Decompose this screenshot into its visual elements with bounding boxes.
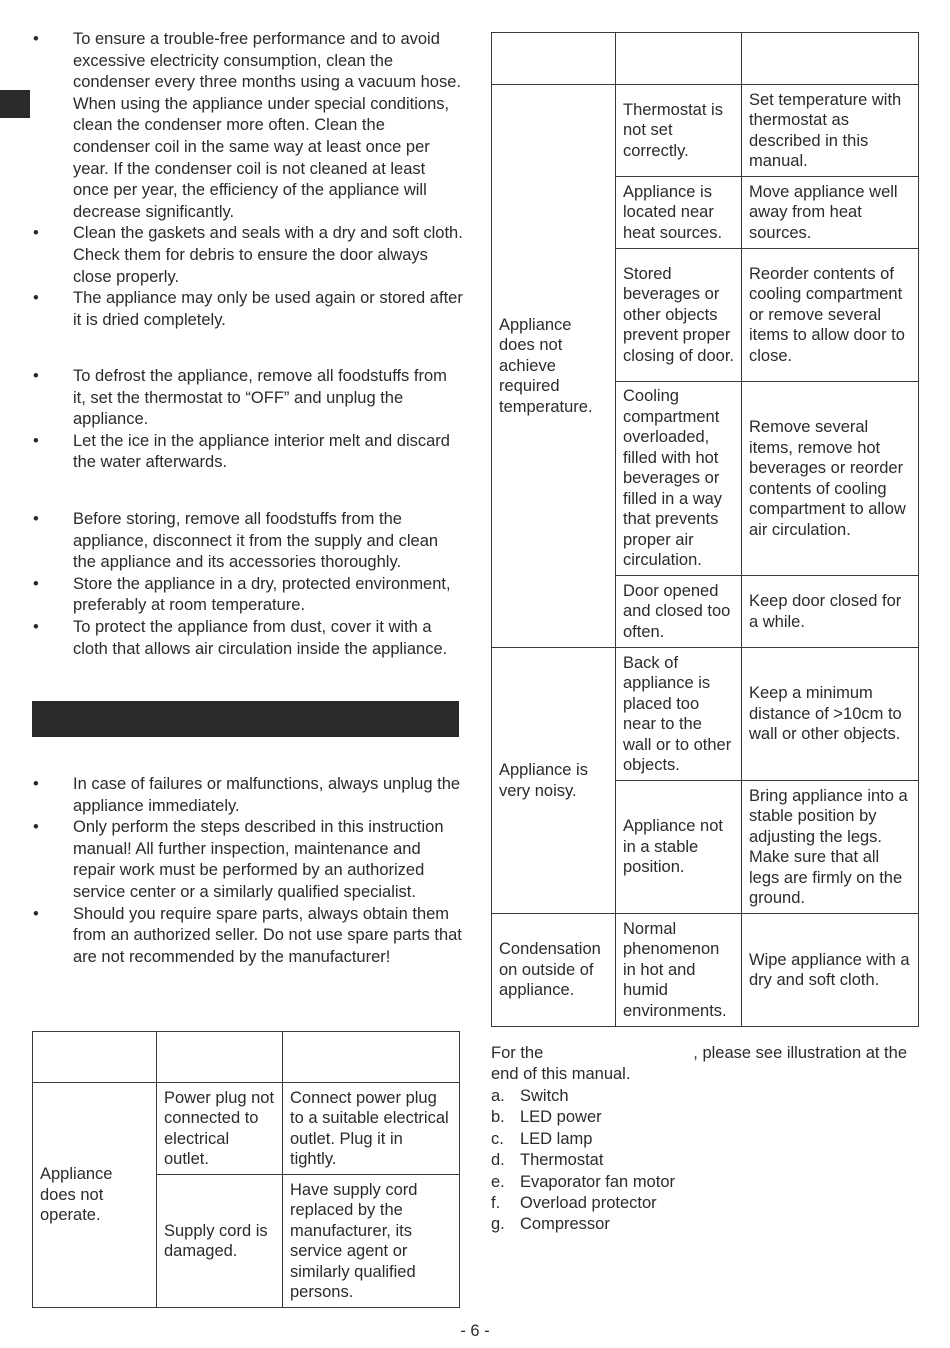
problem-cell: Condensation on outside of appliance. bbox=[492, 914, 616, 1027]
section-tab-marker bbox=[0, 90, 30, 118]
list-item bbox=[491, 1214, 675, 1235]
header-cell bbox=[283, 1032, 460, 1083]
list-item: • To protect the appliance from dust, cover it with a cloth that allows air circulation inside the appliance. bbox=[33, 617, 463, 660]
note-suffix: , please see illustration at the end of this manual. bbox=[491, 1044, 907, 1084]
list-item: • In case of failures or malfunctions, always unplug the appliance immediately. bbox=[33, 774, 463, 817]
problem-cell: Appliance is very noisy. bbox=[492, 648, 616, 914]
cause-cell: Normal phenomenon in hot and humid environments. bbox=[616, 914, 742, 1027]
part-letter: e. bbox=[491, 1172, 505, 1191]
table-row bbox=[33, 1083, 460, 1175]
solution-cell: Have supply cord replaced by the manufacturer, its service agent or similarly qualified persons. bbox=[283, 1175, 460, 1308]
part-name: Evaporator fan motor bbox=[520, 1172, 675, 1191]
troubleshooting-list bbox=[33, 774, 463, 968]
list-item: • Only perform the steps described in this instruction manual! All further inspection, maintenance and repair work must be performed by an authorized service center or a similarly qualified specialist. bbox=[33, 817, 463, 903]
section-heading-bar bbox=[32, 701, 459, 737]
cause-cell: Appliance is located near heat sources. bbox=[616, 177, 742, 249]
header-cell bbox=[33, 1032, 157, 1083]
list-item: • The appliance may only be used again or stored after it is dried completely. bbox=[33, 288, 463, 331]
list-item: • Clean the gaskets and seals with a dry and soft cloth. Check them for debris to ensure the door always close properly. bbox=[33, 223, 463, 288]
page-number: - 6 - bbox=[460, 1322, 490, 1340]
solution-cell: Wipe appliance with a dry and soft cloth. bbox=[742, 914, 919, 1027]
list-item bbox=[491, 1193, 675, 1214]
cause-cell: Power plug not connected to electrical outlet. bbox=[157, 1083, 283, 1175]
list-item: • To defrost the appliance, remove all foodstuffs from it, set the thermostat to “OFF” and unplug the appliance. bbox=[33, 366, 463, 431]
part-name: Switch bbox=[520, 1087, 569, 1105]
table-header-row bbox=[33, 1032, 460, 1083]
solution-cell: Move appliance well away from heat sources. bbox=[742, 177, 919, 249]
problem-cell: Appliance does not operate. bbox=[33, 1083, 157, 1308]
solution-cell: Keep door closed for a while. bbox=[742, 576, 919, 648]
part-letter: d. bbox=[491, 1151, 505, 1170]
cause-cell: Appliance not in a stable position. bbox=[616, 781, 742, 914]
storage-list bbox=[33, 509, 463, 660]
header-cell bbox=[157, 1032, 283, 1083]
part-name: Overload protector bbox=[520, 1194, 657, 1213]
part-letter: g. bbox=[491, 1215, 505, 1234]
troubleshooting-table-right bbox=[491, 32, 919, 1027]
troubleshooting-table-left bbox=[32, 1031, 460, 1308]
header-cell bbox=[492, 33, 616, 85]
defrost-list bbox=[33, 366, 463, 474]
list-item bbox=[491, 1150, 675, 1171]
list-item: • Should you require spare parts, always obtain them from an authorized seller. Do not use spare parts that are not recommended by the manufacturer! bbox=[33, 904, 463, 969]
part-name: Compressor bbox=[520, 1215, 610, 1234]
problem-cell: Appliance does not achieve required temperature. bbox=[492, 85, 616, 648]
part-letter: f. bbox=[491, 1194, 501, 1213]
cause-cell: Cooling compartment overloaded, filled with hot beverages or filled in a way that prevents proper air circulation. bbox=[616, 382, 742, 576]
list-item bbox=[491, 1086, 675, 1107]
solution-cell: Reorder contents of cooling compartment or remove several items to allow door to close. bbox=[742, 249, 919, 382]
list-item bbox=[491, 1107, 675, 1128]
part-letter: b. bbox=[491, 1108, 505, 1127]
cause-cell: Back of appliance is placed too near to the wall or to other objects. bbox=[616, 648, 742, 781]
list-item: • To ensure a trouble-free performance and to avoid excessive electricity consumption, clean the condenser every three months using a vacuum hose. When using the appliance under special conditions, clean the condenser more often. Clean the condenser coil in the same way at least once per year. If the condenser coil is not cleaned at least once per year, the efficiency of the appliance will decrease significantly. bbox=[33, 29, 463, 223]
table-row bbox=[492, 648, 919, 781]
cause-cell: Stored beverages or other objects prevent proper closing of door. bbox=[616, 249, 742, 382]
list-item: • Before storing, remove all foodstuffs from the appliance, disconnect it from the supply and clean the appliance and its accessories thoroughly. bbox=[33, 509, 463, 574]
solution-cell: Connect power plug to a suitable electrical outlet. Plug it in tightly. bbox=[283, 1083, 460, 1175]
illustration-note bbox=[491, 1043, 931, 1086]
solution-cell: Remove several items, remove hot beverages or reorder contents of cooling compartment to allow air circulation. bbox=[742, 382, 919, 576]
list-item: • Store the appliance in a dry, protected environment, preferably at room temperature. bbox=[33, 574, 463, 617]
cause-cell: Door opened and closed too often. bbox=[616, 576, 742, 648]
cause-cell: Thermostat is not set correctly. bbox=[616, 85, 742, 177]
list-item: • Let the ice in the appliance interior melt and discard the water afterwards. bbox=[33, 431, 463, 474]
part-letter: c. bbox=[491, 1129, 504, 1148]
table-row bbox=[492, 85, 919, 177]
part-name: LED lamp bbox=[520, 1129, 593, 1148]
cause-cell: Supply cord is damaged. bbox=[157, 1175, 283, 1308]
table-header-row bbox=[492, 33, 919, 85]
solution-cell: Set temperature with thermostat as described in this manual. bbox=[742, 85, 919, 177]
list-item bbox=[491, 1129, 675, 1150]
header-cell bbox=[616, 33, 742, 85]
note-prefix: For the bbox=[491, 1044, 544, 1062]
solution-cell: Keep a minimum distance of >10cm to wall or other objects. bbox=[742, 648, 919, 781]
solution-cell: Bring appliance into a stable position by adjusting the legs. Make sure that all legs are firmly on the ground. bbox=[742, 781, 919, 914]
part-letter: a. bbox=[491, 1087, 505, 1105]
part-name: LED power bbox=[520, 1108, 602, 1127]
header-cell bbox=[742, 33, 919, 85]
maintenance-list bbox=[33, 29, 463, 331]
parts-list bbox=[491, 1086, 675, 1236]
part-name: Thermostat bbox=[520, 1151, 604, 1170]
list-item bbox=[491, 1172, 675, 1193]
table-row bbox=[492, 914, 919, 1027]
